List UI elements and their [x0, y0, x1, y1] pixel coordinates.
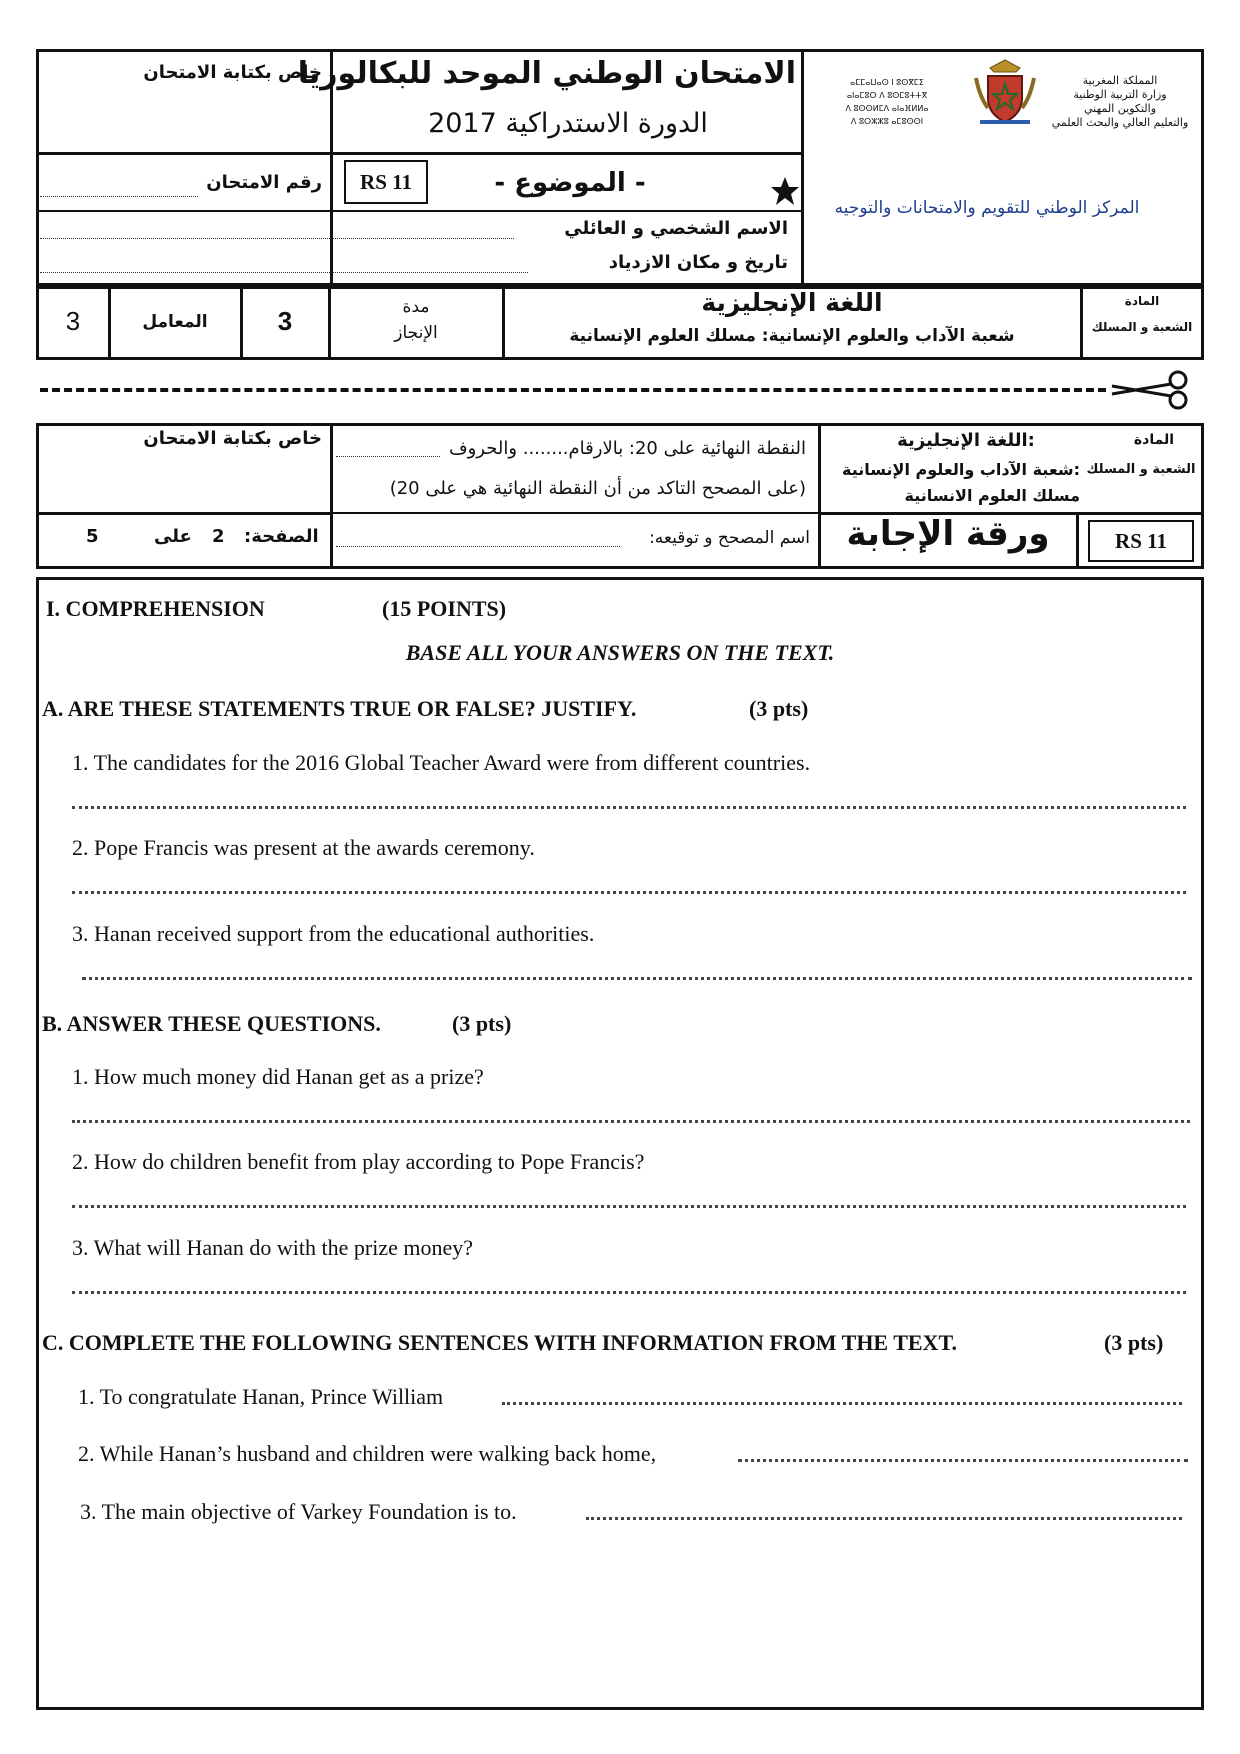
answer-line[interactable] — [586, 1517, 1182, 1520]
reserved-label: خاص بكتابة الامتحان — [143, 62, 322, 83]
question-item: 1. How much money did Hanan get as a prize? — [72, 1064, 484, 1089]
final-grade-field[interactable] — [336, 456, 440, 457]
page-of-label: على — [154, 526, 192, 547]
exam-code: RS 11 — [360, 170, 412, 194]
ministry-text — [1040, 74, 1200, 130]
name-field[interactable] — [40, 238, 514, 239]
answer-track-line: مسلك العلوم الانسانية — [904, 486, 1080, 505]
divider — [818, 423, 821, 569]
divider — [36, 512, 333, 515]
ministry-line: وزارة التربية الوطنية — [1073, 88, 1167, 101]
answer-code-box — [1088, 520, 1194, 562]
corrector-field[interactable] — [336, 546, 620, 547]
duration-value: 3 — [277, 306, 293, 336]
page-number — [40, 526, 322, 556]
duration-label — [332, 294, 500, 346]
exam-number-label: رقم الامتحان — [206, 172, 322, 193]
section-title: I. COMPREHENSION — [46, 596, 265, 621]
divider — [240, 286, 243, 360]
royal-emblem-icon — [970, 58, 1040, 132]
answer-line[interactable] — [72, 1205, 1186, 1208]
divider — [1076, 512, 1079, 569]
section-instruction: BASE ALL YOUR ANSWERS ON THE TEXT. — [405, 640, 835, 665]
subject-name: اللغة الإنجليزية — [701, 288, 883, 317]
answer-line[interactable] — [82, 977, 1192, 980]
question-item: 1. The candidates for the 2016 Global Teacher Award were from different countries. — [72, 750, 811, 775]
divider — [36, 210, 804, 212]
birth-label: تاريخ و مكان الازدياد — [608, 252, 788, 273]
birth-field[interactable] — [40, 272, 528, 273]
cut-line — [40, 388, 1106, 392]
answer-track-line: :شعبة الآداب والعلوم الإنسانية — [842, 460, 1080, 479]
scissors-icon — [1108, 370, 1192, 410]
divider — [801, 49, 804, 286]
track-label: الشعبة و المسلك — [1091, 320, 1193, 334]
subject-word: - الموضوع - — [494, 168, 646, 198]
answer-line[interactable] — [72, 1291, 1186, 1294]
ministry-line: والتكوين المهني — [1083, 102, 1157, 115]
exam-code-box — [344, 160, 428, 204]
divider — [108, 286, 111, 360]
divider — [330, 423, 333, 569]
kingdom-label: المملكة المغربية — [1082, 74, 1158, 87]
part-a-points: (3 pts) — [749, 696, 809, 721]
exam-center-name: المركز الوطني للتقويم والامتحانات والتوجيه — [834, 198, 1140, 218]
duration-label-line: مدة — [402, 297, 430, 317]
final-grade-line: النقطة النهائية على 20: بالارقام........ والحروف — [448, 438, 806, 459]
star-icon — [770, 176, 800, 206]
answer-sheet-title: ورقة الإجابة — [846, 514, 1050, 554]
part-b-heading: B. ANSWER THESE QUESTIONS. — [42, 1011, 381, 1036]
answer-line[interactable] — [72, 1120, 1190, 1123]
sentence-item: 2. While Hanan’s husband and children were walking back home, — [78, 1441, 657, 1466]
exam-title: الامتحان الوطني الموحد للبكالوريا — [297, 56, 796, 91]
coefficient-label: المعامل — [142, 312, 208, 332]
tifinagh-line: ⴷ ⵓⵙⵙⵍⵎⴷ ⴰⵏⴰⴼⵍⵍⴰ — [845, 104, 929, 113]
tifinagh-line: ⴰⵎⵎⴰⵡⴰⵙ ⵏ ⵓⵙⴳⵎⵉ — [850, 78, 924, 87]
duration-label-line: الإنجاز — [394, 323, 438, 343]
answer-line[interactable] — [502, 1402, 1182, 1405]
divider — [502, 286, 505, 360]
question-item: 2. How do children benefit from play according to Pope Francis? — [72, 1149, 645, 1174]
part-a-heading: A. ARE THESE STATEMENTS TRUE OR FALSE? JUSTIFY. — [42, 696, 637, 721]
answer-area — [36, 577, 1204, 1710]
track-name: شعبة الآداب والعلوم الإنسانية: مسلك العلوم الإنسانية — [569, 326, 1015, 346]
part-c-points: (3 pts) — [1104, 1330, 1164, 1355]
tifinagh-line: ⴷ ⵓⵔⵣⵣⵓ ⴰⵎⵓⵙⵙⵏ — [850, 117, 924, 126]
coefficient-value: 3 — [65, 306, 81, 336]
sentence-item: 1. To congratulate Hanan, Prince William — [78, 1384, 444, 1409]
reserved-label: خاص بكتابة الامتحان — [143, 428, 322, 449]
page-label: الصفحة: — [244, 526, 319, 547]
divider — [328, 286, 331, 360]
grade-note: (على المصحح التاكد من أن النقطة النهائية هي على 20) — [389, 478, 806, 499]
part-b-points: (3 pts) — [452, 1011, 512, 1036]
answer-track-label: الشعبة و المسلك — [1086, 462, 1196, 477]
exam-number-field[interactable] — [40, 196, 198, 197]
answer-line[interactable] — [72, 891, 1186, 894]
question-item: 3. What will Hanan do with the prize money? — [72, 1235, 473, 1260]
corrector-label: اسم المصحح و توقيعه: — [649, 528, 810, 548]
page-current: 2 — [212, 526, 225, 547]
exam-session: الدورة الاستدراكية 2017 — [428, 108, 708, 139]
question-item: 2. Pope Francis was present at the awards ceremony. — [72, 835, 535, 860]
question-item: 3. Hanan received support from the educational authorities. — [72, 921, 595, 946]
answer-subject-label: المادة — [1133, 432, 1175, 448]
subject-label: المادة — [1124, 294, 1160, 308]
divider — [36, 152, 804, 155]
page-total: 5 — [86, 526, 99, 547]
tifinagh-text — [812, 76, 962, 128]
divider — [1080, 286, 1083, 360]
answer-subject-name: :اللغة الإنجليزية — [897, 430, 1035, 451]
answer-exam-code: RS 11 — [1115, 529, 1167, 553]
divider — [330, 512, 820, 514]
part-c-heading: C. COMPLETE THE FOLLOWING SENTENCES WITH INFORMATION FROM THE TEXT. — [42, 1330, 957, 1355]
answer-line[interactable] — [72, 806, 1186, 809]
ministry-line: والتعليم العالي والبحث العلمي — [1051, 116, 1189, 129]
answer-line[interactable] — [738, 1459, 1188, 1462]
section-points: (15 POINTS) — [382, 596, 507, 621]
sentence-item: 3. The main objective of Varkey Foundation is to. — [80, 1499, 517, 1524]
tifinagh-line: ⴰⵏⴰⵎⵓⵔ ⴷ ⵓⵙⵎⵓⵜⵜⴳ — [846, 91, 928, 100]
name-label: الاسم الشخصي و العائلي — [564, 218, 788, 239]
